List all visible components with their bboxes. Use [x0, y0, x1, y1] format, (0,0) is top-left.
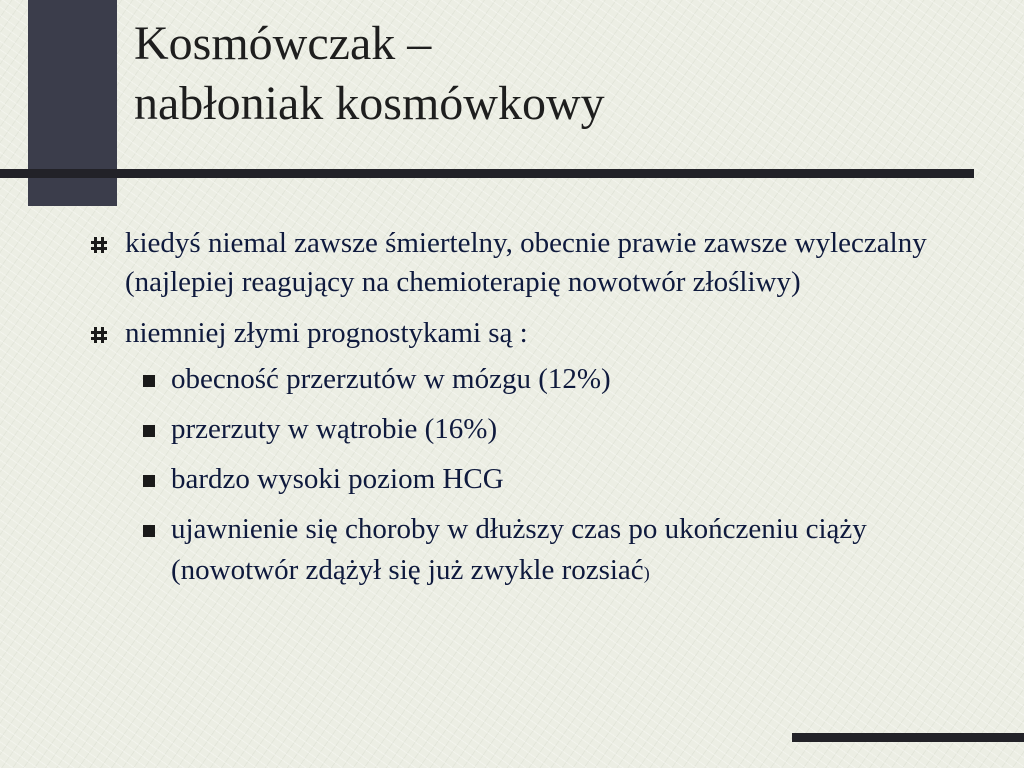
sub-bullet-item: [137, 359, 970, 400]
bullet-text: niemniej złymi prognostykami są :: [125, 317, 528, 349]
square-bullet-icon: [143, 375, 155, 387]
sub-bullet-text: przerzuty w wątrobie (16%): [171, 413, 498, 445]
hash-bullet-icon: [90, 236, 108, 254]
sub-bullet-text: obecność przerzutów w mózgu (12%): [171, 363, 611, 395]
bullet-item: [90, 314, 970, 353]
square-bullet-icon: [143, 525, 155, 537]
sub-bullet-item: [137, 409, 970, 450]
hash-bullet-icon: [90, 326, 108, 344]
title-divider-rule: [0, 169, 974, 178]
bottom-divider-rule: [792, 733, 1024, 742]
sub-bullet-text: bardzo wysoki poziom HCG: [171, 463, 504, 495]
square-bullet-icon: [143, 425, 155, 437]
slide-title-line-1: Kosmówczak –: [134, 17, 432, 70]
slide-title-line-2: nabłoniak kosmówkowy: [134, 77, 605, 130]
slide-content: [90, 224, 970, 603]
bullet-item: [90, 224, 970, 302]
bullet-text: kiedyś niemal zawsze śmiertelny, obecnie prawie zawsze wyleczalny (najlepiej reagujący na chemioterapię nowotwór złośliwy): [125, 227, 927, 298]
slide-title: [134, 14, 605, 134]
sub-bullet-suffix: ): [643, 563, 650, 583]
square-bullet-icon: [143, 475, 155, 487]
sub-bullet-item: [137, 509, 970, 594]
sub-bullet-text: ujawnienie się choroby w dłuższy czas po ukończeniu ciąży (nowotwór zdążył się już zwykle rozsiać: [171, 513, 867, 586]
sub-bullet-item: [137, 459, 970, 500]
